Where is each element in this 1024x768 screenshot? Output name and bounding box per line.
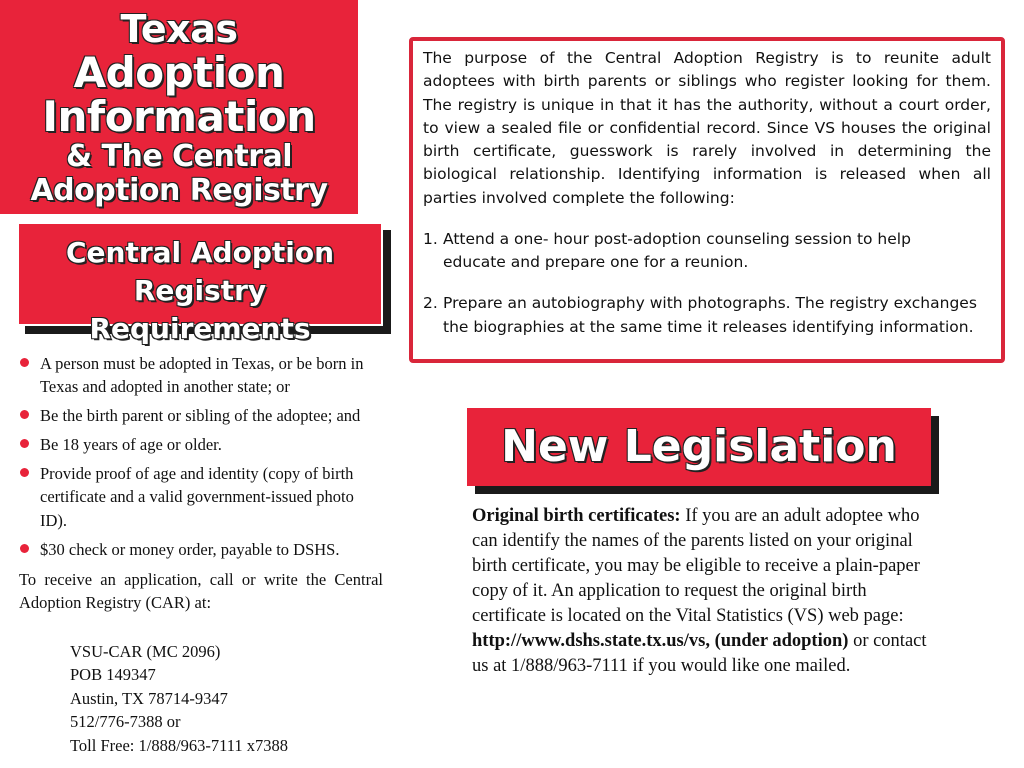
item-text: Prepare an autobiography with photographs. The registry exchanges: [443, 294, 977, 313]
address-line: 512/776-7388 or: [70, 712, 181, 732]
title-line-central: & The Central: [65, 139, 293, 174]
purpose-item-2: [423, 292, 991, 339]
bullet-icon: [20, 468, 29, 477]
requirements-header: [17, 222, 383, 345]
address-line: Austin, TX 78714-9347: [70, 688, 228, 708]
legislation-text: [472, 504, 930, 679]
bullet-icon: [20, 544, 29, 553]
title-line-adoption: Adoption: [73, 48, 285, 97]
purpose-item-1: [423, 228, 991, 275]
title-line-texas: Texas: [120, 7, 238, 51]
item-text-continued: the biographies at the same time it releases identifying information.: [443, 317, 974, 336]
legislation-lead: Original birth certificates:: [472, 506, 681, 526]
requirement-item: [18, 352, 384, 398]
purpose-paragraph: The purpose of the Central Adoption Registry is to reunite adult adoptees with birth parents or siblings who register looking for them. The registry is unique in that it has the authority, without a court order, to view a sealed file or confidential record. Since VS houses the original birth certificate, guesswork is rarely involved in determining the biological relationship. Identifying information is released when all parties involved complete the following:: [423, 49, 991, 207]
requirements-list: [18, 352, 384, 567]
bullet-icon: [20, 410, 29, 419]
contact-address: [70, 640, 288, 757]
vs-web-link[interactable]: http://www.dshs.state.tx.us/vs,: [472, 630, 710, 651]
address-line: VSU-CAR (MC 2096): [70, 642, 221, 661]
requirement-item: [18, 538, 384, 561]
requirement-text: $30 check or money order, payable to DSHS.: [40, 539, 340, 559]
title-line-information: Information: [42, 92, 316, 141]
requirement-text: Be the birth parent or sibling of the adoptee; and: [40, 406, 361, 426]
receive-application-text: To receive an application, call or write the Central Adoption Registry (CAR) at:: [19, 570, 383, 613]
item-text: Attend a one- hour post-adoption counseling session to help: [443, 229, 911, 248]
address-line: Toll Free: 1/888/963-7111 x7388: [70, 735, 289, 755]
requirement-text: Be 18 years of age or older.: [40, 435, 222, 455]
requirements-header-line1: Central Adoption: [65, 236, 335, 269]
requirements-header-line2: Registry Requirements: [89, 273, 311, 345]
purpose-box: [409, 37, 1005, 363]
legislation-body1: If you are an adult adoptee who can identify the names of the parents listed on your original birth certificate, you may be eligible to receive a plain-paper copy of it. An application to request the original birth certificate is located on the Vital Statistics (VS) web page:: [472, 506, 920, 626]
item-number: 2.: [423, 294, 438, 313]
requirement-item: [18, 462, 384, 531]
requirement-item: [18, 404, 384, 427]
bullet-icon: [20, 358, 29, 367]
requirement-item: [18, 433, 384, 456]
item-number: 1.: [423, 229, 438, 248]
title-line-registry: Adoption Registry: [30, 173, 328, 208]
requirement-text: Provide proof of age and identity (copy of birth certificate and a valid government-issued photo ID).: [40, 464, 354, 530]
legislation-body2: or contact us at 1/888/963-7111 if you would like one mailed.: [472, 630, 927, 676]
title-banner: [0, 0, 358, 214]
item-text-continued: educate and prepare one for a reunion.: [443, 253, 749, 271]
bullet-icon: [20, 439, 29, 448]
legislation-header: New Legislation: [467, 408, 931, 486]
under-adoption-note: (under adoption): [714, 630, 849, 651]
requirement-text: A person must be adopted in Texas, or be born in Texas and adopted in another state; or: [40, 354, 364, 397]
address-line: POB 149347: [70, 665, 156, 685]
